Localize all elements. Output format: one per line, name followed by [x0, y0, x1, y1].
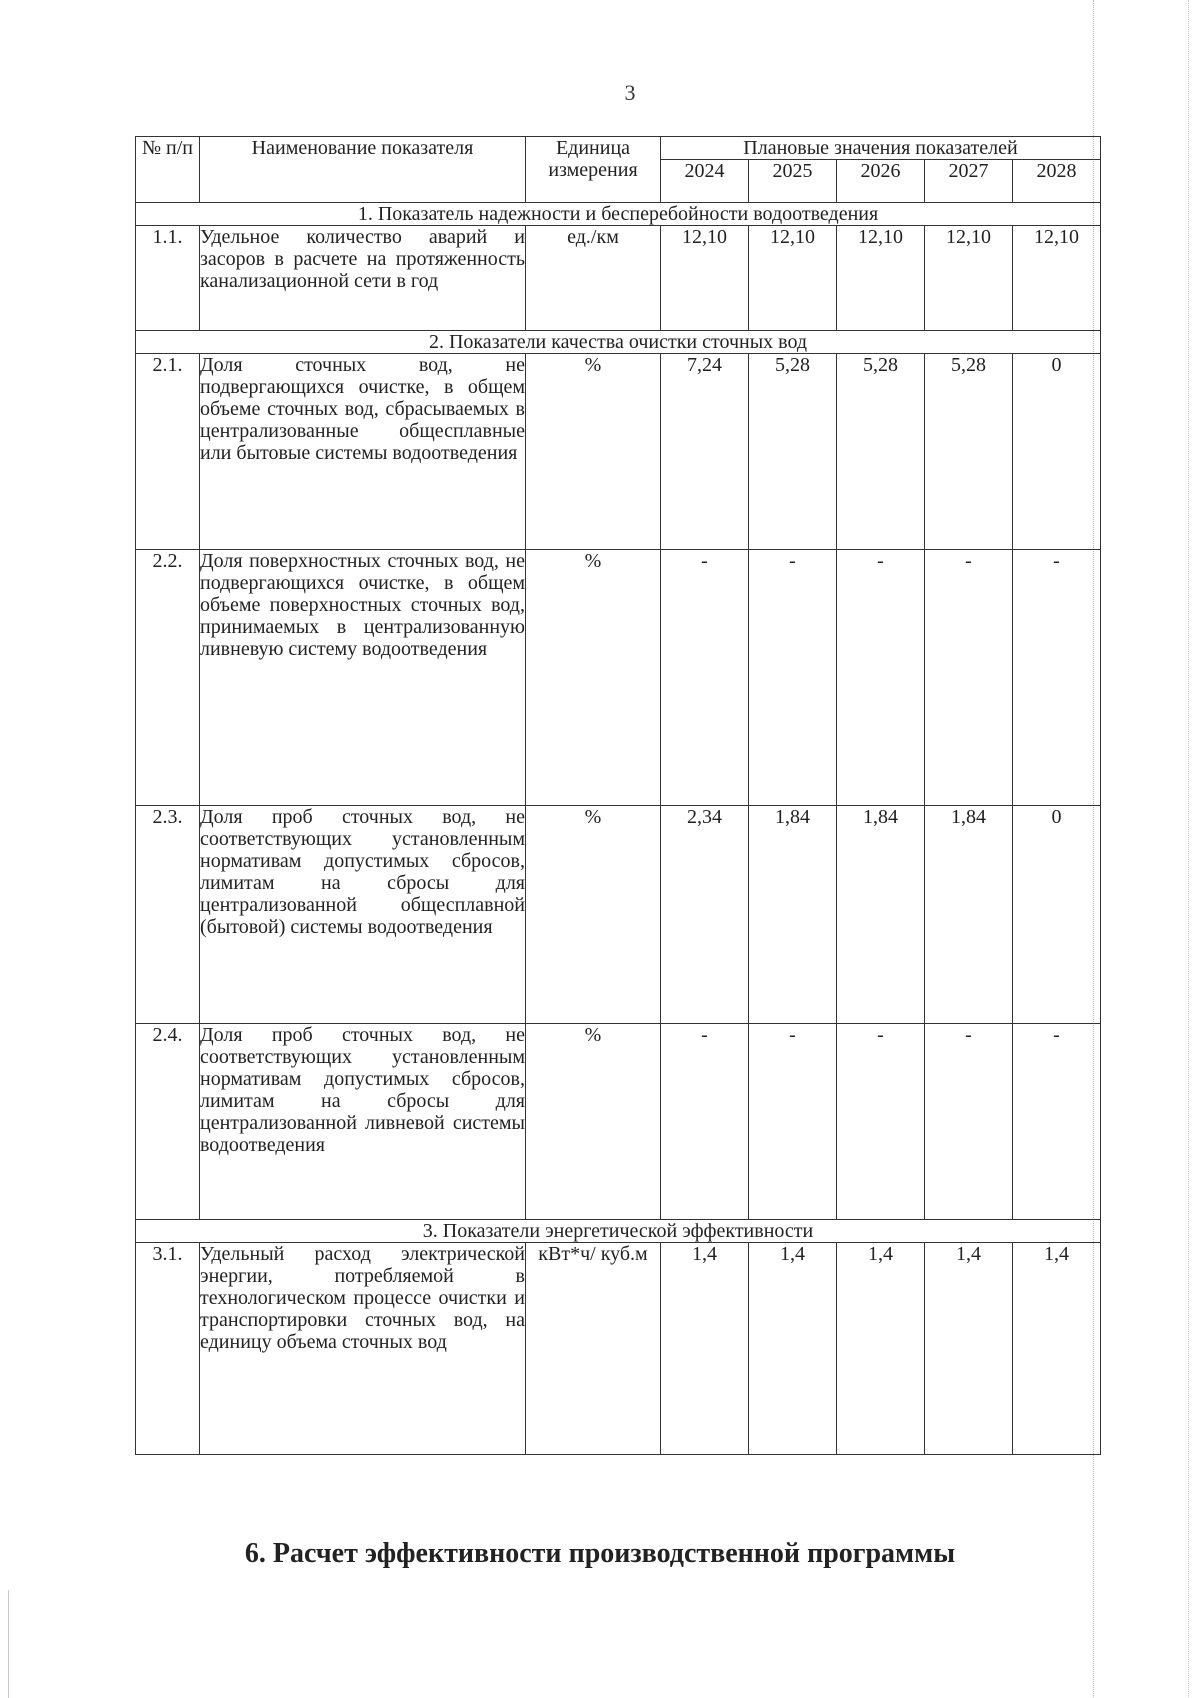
section-title: 3. Показатели энергетической эффективности — [136, 1220, 1101, 1243]
row-value: 1,84 — [925, 806, 1013, 1024]
row-value: 12,10 — [661, 226, 749, 331]
table-row — [136, 354, 1101, 550]
header-unit: Единица измерения — [526, 137, 661, 203]
row-value: 7,24 — [661, 354, 749, 550]
header-year: 2028 — [1013, 160, 1101, 203]
row-number: 2.3. — [136, 806, 200, 1024]
row-value: 1,4 — [925, 1243, 1013, 1455]
row-number: 1.1. — [136, 226, 200, 331]
row-unit: % — [526, 1024, 661, 1220]
row-number: 2.1. — [136, 354, 200, 550]
section-title: 1. Показатель надежности и бесперебойности водоотведения — [136, 203, 1101, 226]
row-value: - — [661, 1024, 749, 1220]
row-unit: ед./км — [526, 226, 661, 331]
row-value: - — [925, 1024, 1013, 1220]
row-value: - — [837, 1024, 925, 1220]
row-value: 12,10 — [749, 226, 837, 331]
row-value: 1,4 — [749, 1243, 837, 1455]
row-value: - — [1013, 1024, 1101, 1220]
row-value: 5,28 — [837, 354, 925, 550]
row-unit: % — [526, 550, 661, 806]
row-name: Доля проб сточных вод, не соответствующих установленным нормативам допустимых сбросов, лимитам на сбросы для централизованной ливневой системы водоотведения — [200, 1024, 526, 1220]
row-value: - — [749, 1024, 837, 1220]
header-year: 2027 — [925, 160, 1013, 203]
row-value: 12,10 — [837, 226, 925, 331]
row-name: Доля сточных вод, не подвергающихся очистке, в общем объеме сточных вод, сбрасываемых в централизованные общесплавные или бытовые системы водоотведения — [200, 354, 526, 550]
header-number: № п/п — [136, 137, 200, 203]
row-number: 2.2. — [136, 550, 200, 806]
row-value: 12,10 — [1013, 226, 1101, 331]
row-name: Удельное количество аварий и засоров в расчете на протяженность канализационной сети в год — [200, 226, 526, 331]
row-value: 12,10 — [925, 226, 1013, 331]
header-plan-values: Плановые значения показателей — [661, 137, 1101, 160]
scan-edge-line — [8, 1590, 9, 1698]
row-unit: кВт*ч/ куб.м — [526, 1243, 661, 1455]
row-value: 5,28 — [749, 354, 837, 550]
row-value: - — [925, 550, 1013, 806]
row-value: - — [1013, 550, 1101, 806]
section-row — [136, 331, 1101, 354]
header-year: 2024 — [661, 160, 749, 203]
row-unit: % — [526, 354, 661, 550]
row-value: 1,4 — [837, 1243, 925, 1455]
table-row — [136, 1024, 1101, 1220]
row-value: 0 — [1013, 806, 1101, 1024]
row-value: 2,34 — [661, 806, 749, 1024]
row-value: 1,4 — [1013, 1243, 1101, 1455]
row-value: - — [837, 550, 925, 806]
header-year: 2025 — [749, 160, 837, 203]
page-number: 3 — [624, 80, 636, 105]
section-title: 2. Показатели качества очистки сточных вод — [136, 331, 1101, 354]
table-row — [136, 550, 1101, 806]
row-value: 5,28 — [925, 354, 1013, 550]
table-row — [136, 806, 1101, 1024]
row-unit: % — [526, 806, 661, 1024]
section-heading: 6. Расчет эффективности производственной программы — [244, 1538, 956, 1569]
row-value: 1,4 — [661, 1243, 749, 1455]
table-row — [136, 1243, 1101, 1455]
header-name: Наименование показателя — [200, 137, 526, 203]
row-number: 2.4. — [136, 1024, 200, 1220]
row-value: 0 — [1013, 354, 1101, 550]
row-value: - — [661, 550, 749, 806]
header-year: 2026 — [837, 160, 925, 203]
row-name: Доля проб сточных вод, не соответствующих установленным нормативам допустимых сбросов, лимитам на сбросы для централизованной общесплавной (бытовой) системы водоотведения — [200, 806, 526, 1024]
row-name: Удельный расход электрической энергии, потребляемой в технологическом процессе очистки и транспортировки сточных вод, на единицу объема сточных вод — [200, 1243, 526, 1455]
row-value: 1,84 — [749, 806, 837, 1024]
row-value: - — [749, 550, 837, 806]
indicators-table — [135, 136, 1101, 1455]
section-row — [136, 203, 1101, 226]
row-value: 1,84 — [837, 806, 925, 1024]
scan-edge-line — [1188, 0, 1189, 1698]
table-row — [136, 226, 1101, 331]
section-row — [136, 1220, 1101, 1243]
row-number: 3.1. — [136, 1243, 200, 1455]
row-name: Доля поверхностных сточных вод, не подвергающихся очистке, в общем объеме поверхностных сточных вод, принимаемых в централизованную ливневую систему водоотведения — [200, 550, 526, 806]
